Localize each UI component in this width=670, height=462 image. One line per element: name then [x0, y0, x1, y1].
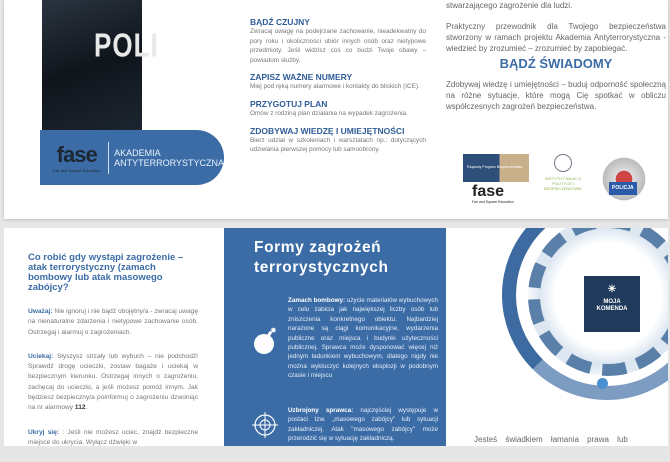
- be-aware-text: Zdobywaj wiedzę i umiejętności – buduj odporność społeczną na różne sytuacje, które mogą Cię spotkać w obliczu współczesnych zagrożeń bezpieczeństwa.: [446, 80, 666, 111]
- svg-text:✸: ✸: [270, 326, 277, 335]
- emergency-number: 112: [74, 404, 86, 412]
- bomb-icon: [252, 326, 278, 361]
- akademia-line1: AKADEMIA: [114, 147, 161, 158]
- police-label: POLICJA: [609, 182, 637, 195]
- institute-logo: [538, 154, 588, 191]
- fase-logo-small: [472, 183, 514, 208]
- tip-title: ZDOBYWAJ WIEDZĘ I UMIEJĘTNOŚCI: [250, 125, 405, 136]
- advice-end: .: [85, 404, 88, 412]
- advice-text: Nie ignoruj i nie bądź obojętny/a - zwracaj uwagę na nienaturalne zdarzenia i nietypowe zachowanie osób. Ostrzegaj i alarmuj o zagrożeniach.: [28, 308, 198, 336]
- advice-text: : Jeśli nie możesz uciec, znajdź bezpieczne miejsce do ukrycia. Wyłącz dźwięki w: [28, 428, 198, 446]
- logo-divider: [108, 142, 109, 174]
- advice-item: [28, 307, 198, 338]
- threat-forms-panel: [224, 228, 446, 446]
- police-car-photo: [42, 0, 159, 130]
- report-prompt-text: Jesteś świadkiem łamania prawa lub: [474, 435, 628, 444]
- advice-item: [28, 428, 198, 449]
- threat-text: najczęściej występuje w postaci tzw. „masowego zabójcy” lub sytuacji zakładniczej. Atak "masowego zabójcy" może przerodzić się w sytuację zakładniczą.: [288, 407, 438, 443]
- threat-label: Zamach bombowy:: [288, 297, 346, 304]
- police-star-logo: [601, 156, 647, 202]
- intro-tail: stwarzającego zagrożenie dla ludzi.: [446, 1, 573, 10]
- leaflet-outer-page: [4, 0, 668, 219]
- fase-logo: [50, 142, 103, 173]
- badge-line2: KOMENDA: [596, 306, 628, 312]
- advice-label: Uciekaj:: [28, 352, 54, 360]
- threat-forms-heading: Formy zagrożeń terrorystycznych: [254, 239, 389, 276]
- akademia-logo-banner: [40, 130, 224, 185]
- cover-graphic: [446, 228, 668, 446]
- partner-logos: [456, 152, 656, 217]
- leaflet-inner-page: [4, 228, 668, 446]
- threat-item: [288, 296, 438, 381]
- advice-item: [28, 352, 198, 414]
- what-to-do-heading: Co robić gdy wystąpi zagrożenie – atak terrorystyczny (zamach bombowy lub atak masowego zabójcy?: [28, 252, 184, 293]
- tip-text: Miej pod ręką numery alarmowe i kontakty do bliskich (ICE).: [250, 83, 420, 91]
- tip-title: BĄDŹ CZUJNY: [250, 17, 310, 27]
- program-logo-text: Rządowy Program Bezpieczeństwa: [467, 165, 523, 169]
- threat-text: użycie materiałów wybuchowych w celu zabicia jak największej liczby osób lub zniszczenia konkretnego obiektu. Najbardziej narażone są ciągi komunikacyjne, wydarzenia publiczne oraz miejsca i budynki użyteczności publicznej. Sprawca może dysponować więcej niż jednym ładunkiem wybuchowym, dlatego nigdy nie można wykluczyć kolejnych eksplozji w podobnym czasie i miejscu: [288, 297, 438, 380]
- star-emblem-icon: ✳: [607, 284, 617, 295]
- university-seal-icon: [554, 154, 572, 172]
- threat-label: Uzbrojony sprawca:: [288, 407, 354, 414]
- government-program-logo: [463, 154, 529, 182]
- akademia-title: [114, 148, 224, 168]
- tip-text: Omów z rodziną plan działania na wypadek zagrożenia.: [250, 109, 408, 117]
- crosshair-gun-icon: [252, 412, 278, 443]
- fase-small-sub: Fair and Square Education: [472, 200, 514, 204]
- decorative-dot: [597, 378, 608, 389]
- moja-komenda-badge: [584, 276, 640, 332]
- fase-small-text: fase: [472, 183, 505, 200]
- advice-text: Słyszysz strzały lub wybuch – nie podchodź! Sprawdź drogę ucieczki, zostaw bagaże i uciekaj w bezpiecznym kierunku. Ostrzegaj innych o zagrożeniu, zachęcaj do ucieczki, a jeśli możesz pomóż innym. Jak będziesz bezpieczny/a poinformuj o zagrożeniu dzwoniąc na nr alarmowy: [28, 352, 198, 412]
- tip-text: Zwracaj uwagę na podejrzane zachowanie, nieadekwatny do pory roku i okoliczności ubiór innych osób oraz nietypowe przedmioty. Jeśli widzisz coś co budzi Twoje obawy – powiadom służby.: [250, 28, 426, 64]
- akademia-line2: ANTYTERRORYSTYCZNA: [114, 157, 224, 168]
- photo-text: POLI: [94, 25, 159, 65]
- safety-tips: [250, 10, 426, 155]
- be-aware-heading: BĄDŹ ŚWIADOMY: [499, 56, 613, 71]
- advice-label: Ukryj się:: [28, 428, 60, 436]
- tip-text: Bierz udział w szkoleniach i warsztatach np.: dotyczących udzielania pierwszej pomocy lub samoobrony.: [250, 136, 426, 154]
- what-to-do-column: [28, 253, 198, 462]
- tip-title: ZAPISZ WAŻNE NUMERY: [250, 72, 353, 83]
- threat-item: [288, 406, 438, 444]
- fase-logo-text: fase: [56, 142, 97, 167]
- fase-logo-sub: Fair and Square Education: [52, 168, 101, 173]
- institute-text: INSTYTUT NAUK O POLITYCE I BEZPIECZEŃSTWIE: [544, 176, 582, 191]
- right-column: [446, 0, 666, 204]
- badge-line1: MOJA: [603, 299, 621, 305]
- advice-label: Uważaj:: [28, 308, 53, 315]
- tip-title: PRZYGOTUJ PLAN: [250, 98, 328, 109]
- guide-text: Praktyczny przewodnik dla Twojego bezpieczeństwa stworzony w ramach projektu Akademia Antyterrorystyczna - wiedzieć by zrozumieć – zrozumieć by zapobiegać.: [446, 22, 666, 53]
